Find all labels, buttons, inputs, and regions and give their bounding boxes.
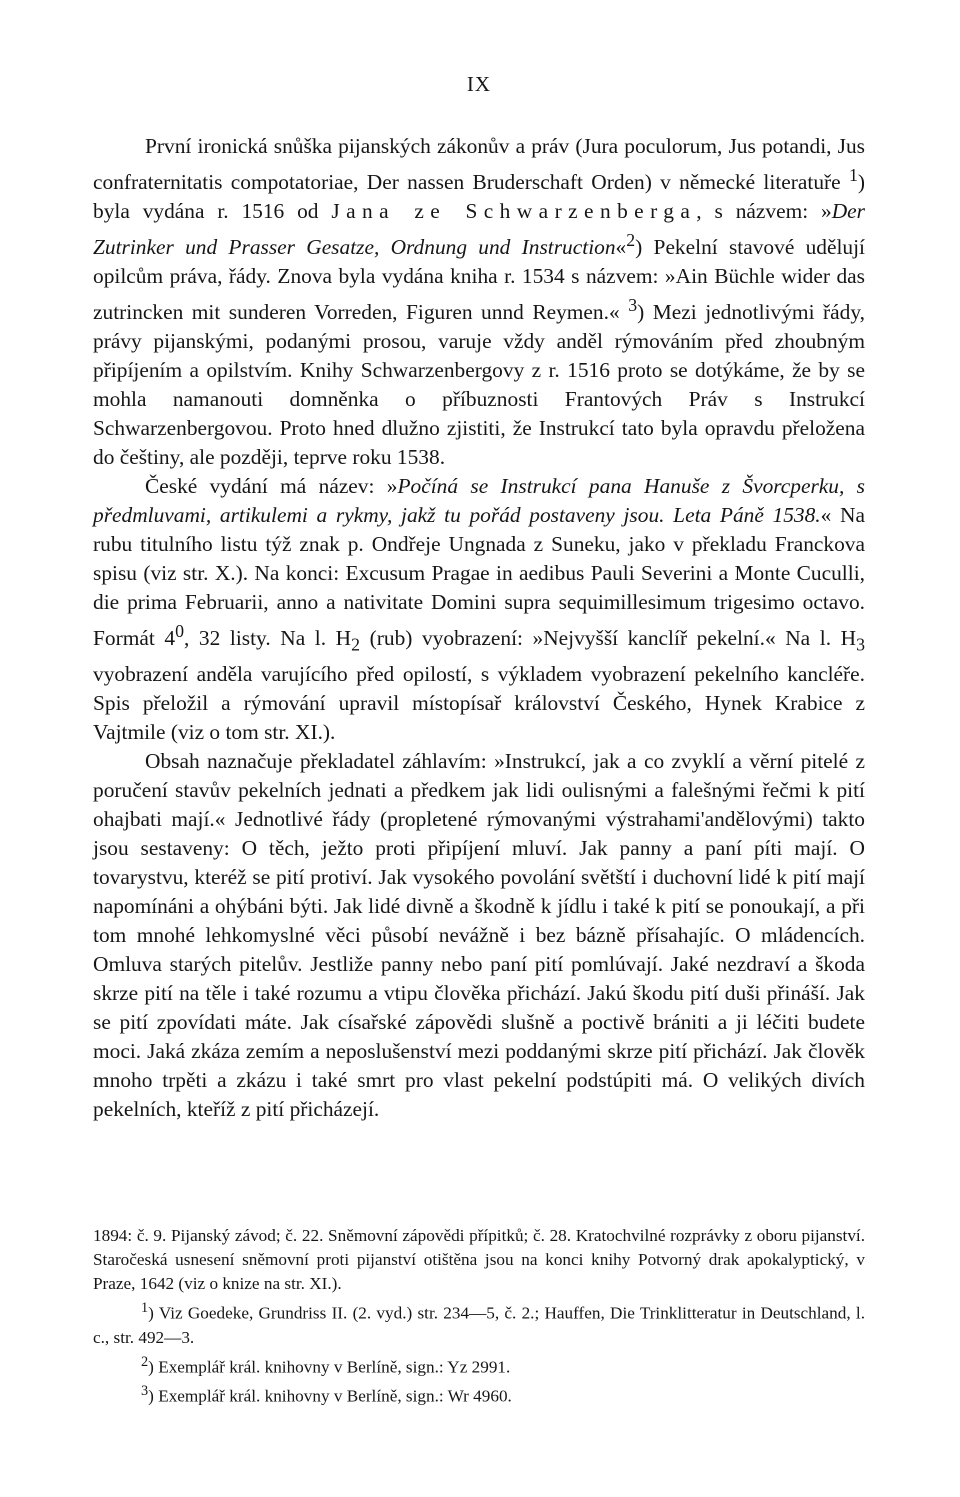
paragraph-2 (93, 472, 865, 746)
footnotes (93, 1224, 865, 1409)
paragraph-1-text-c: ) Mezi jednotlivými řády, právy pijanskými, podanými prosou, varuje vždy anděl rýmováním před zhoubným připíjením a opilstvím. Knihy Schwarzenbergovy z r. 1516 proto se dotýkáme, že by se mohla namanouti domněnka o příbuznosti Frantových Práv s Instrukcí Schwarzenbergovou. Proto hned dlužno zjistiti, že Instrukcí tato byla opravdu přeložena do češtiny, ale později, teprve roku 1538. (93, 300, 865, 470)
footnote-2-text: ) Exemplář král. knihovny v Berlíně, sign.: Yz 2991. (148, 1357, 511, 1377)
footnote-2 (93, 1350, 865, 1380)
paragraph-2-text-c: (rub) vyobrazení: »Nejvyšší kanclíř pekelní.« Na l. H (360, 626, 857, 651)
document-page (93, 0, 865, 1497)
footnote-3-mark: 3 (141, 1383, 149, 1400)
footnote-1 (93, 1296, 865, 1350)
author-name: Jana ze Schwarzenberga (331, 199, 697, 224)
paragraph-2-text-a: « Na rubu titulního listu týž znak p. Ondřeje Ungnada z Suneku, jako v překladu Franckova spisu (viz str. X.). Na konci: Excusum Pragae in aedibus Pauli Severini a Monte Cuculli, die prima Februarii, anno a nativitate Domini supra sequimillesimum trigesimo octavo. Formát 4 (93, 503, 865, 651)
leaf-h3-subscript: 3 (856, 634, 865, 655)
format-superscript: 0 (175, 621, 184, 642)
quote-close: « (615, 235, 627, 260)
main-text (93, 132, 865, 1124)
paragraph-2-text-d: vyobrazení anděla varujícího před opilostí, s výkladem vyobrazení pekelního kancléře. Spis přeložil a rýmování upravil místopísař království Českého, Hynek Krabice z Vajtmile (viz o tom str. XI.). (93, 661, 865, 744)
paragraph-1-intro: První ironická snůška pijanských zákonův a práv (Jura poculorum, Jus potandi, Jus confraternitatis compotatoriae, Der nassen Bruderschaft Orden) v německé literatuře (93, 134, 865, 195)
paragraph-1-text-b: ) Pekelní stavové udělují opilcům práva, řády. Znova byla vydána kniha r. 1534 s názvem: »Ain Büchle wider das zutrincken mit sunderen Vorreden, Figuren unnd Reymen.« (93, 235, 865, 325)
footnote-ref-3: 3 (628, 295, 638, 316)
german-title: Der Zutrinker und Prasser Gesatze, Ordnung und Instruction (93, 199, 865, 260)
footnote-ref-2: 2 (626, 230, 636, 251)
footnote-3 (93, 1379, 865, 1409)
paragraph-1-text-a: ) byla vydána r. 1516 od (93, 170, 865, 224)
czech-title: Počíná se Instrukcí pana Hanuše z Švorcperku, s předmluvami, artikulemi a rykmy, jakž tu pořád postaveny jsou. Leta Páně 1538. (93, 474, 866, 528)
footnote-2-mark: 2 (141, 1353, 149, 1370)
paragraph-2-intro: České vydání má název: » (145, 474, 398, 499)
paragraph-1 (93, 132, 865, 472)
page-number: IX (466, 72, 492, 96)
footnote-continued: 1894: č. 9. Pijanský závod; č. 22. Sněmovní zápovědi přípitků; č. 28. Kratochvilné rozprávky z oboru pijanství. Staročeská usnesení sněmovní proti pijanství otištěna jsou na konci knihy Potvorný drak apokalyptický, v Praze, 1642 (viz o knize na str. XI.). (93, 1226, 865, 1293)
leaf-h2-subscript: 2 (351, 634, 361, 655)
footnote-1-mark: 1 (141, 1300, 149, 1316)
paragraph-3: Obsah naznačuje překladatel záhlavím: »Instrukcí, jak a co zvyklí a věrní pitelé z poručení stavův pekelních jednati a předkem jak lidi oulisnými a falešnými řečmi k pití ohajbati mají.« Jednotlivé řády (propletené rýmovanými výstrahami'andělovými) takto jsou sestaveny: O těch, ježto proti připíjení mluví. Jak panny a paní píti mají. O tovarystvu, kteréž se pití protiví. Jak vysokého povolání světští i duchovní lidé k pití mají napomínáni a ohýbáni býti. Jak lidé divně a škodně k jídlu i také k pití se ponoukají, a při tom mnohé lehkomyslné věci působí nevážně i bez bázně přísahajíc. O mládencích. Omluva starých pitelův. Jestliže panny nebo paní pití pomlúvají. Jaké nezdraví a škoda skrze pití na těle i také rozumu a vtipu člověka přichází. Jakú škodu pití duši přináší. Jak se pití zpovídati máte. Jak císařské zápovědi slušně a poctivě brániti a ji léčiti budete moci. Jaká zkáza zemím a neposlušenství mezi poddanými skrze pití přichází. Jak člověk mnoho trpěti a zkázu i také smrt pro vlast pekelní podstúpiti má. O velikých divích pekelních, kteříž z pití přicházejí. (93, 748, 865, 1121)
footnote-3-text: ) Exemplář král. knihovny v Berlíně, sign.: Wr 4960. (148, 1387, 512, 1407)
footnote-ref-1: 1 (848, 165, 858, 185)
paragraph-1-named: , s názvem: » (696, 199, 832, 224)
footnote-1-text: ) Viz Goedeke, Grundriss II. (2. vyd.) str. 234—5, č. 2.; Hauffen, Die Trinklitteratur in Deutschland, l. c., str. 492—3. (93, 1303, 865, 1347)
paragraph-2-text-b: , 32 listy. Na l. H (184, 626, 352, 651)
